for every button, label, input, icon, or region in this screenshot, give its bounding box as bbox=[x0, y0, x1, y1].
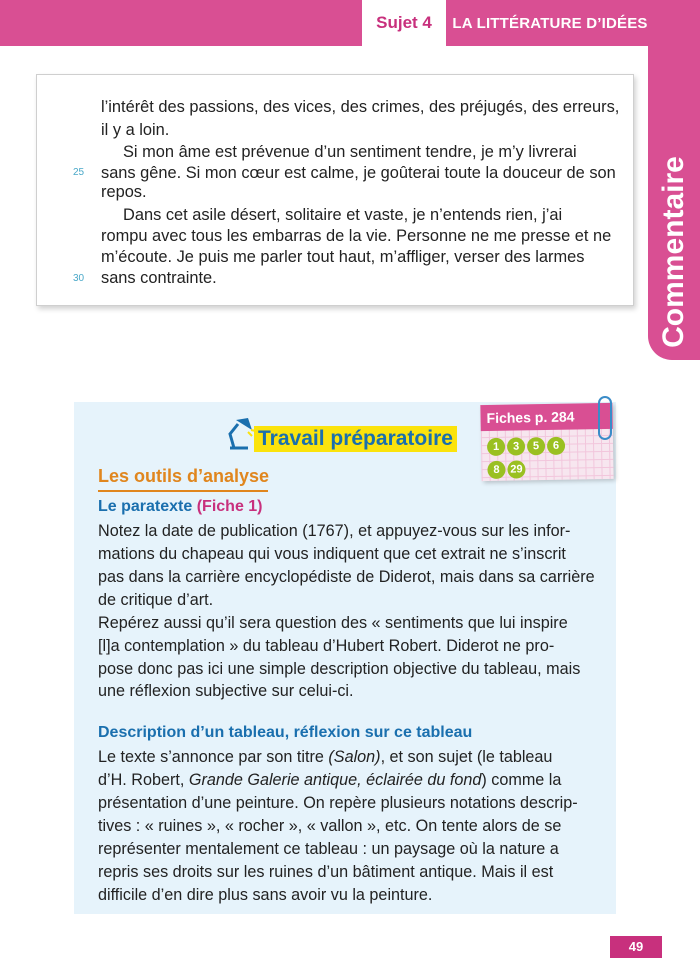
paragraph-line: une réflexion subjective sur celui-ci. bbox=[98, 682, 354, 700]
paragraph-line: pas dans la carrière encyclopédiste de Diderot, mais dans sa carrière bbox=[98, 568, 595, 586]
excerpt-line: rompu avec tous les embarras de la vie. Personne ne me presse et ne bbox=[101, 227, 612, 245]
paragraph-line: Notez la date de publication (1767), et appuyez-vous sur les infor- bbox=[98, 522, 571, 540]
subject-number: Sujet 4 bbox=[362, 0, 446, 46]
text-run: ) comme la bbox=[481, 771, 562, 789]
fiche-badge[interactable]: 3 bbox=[507, 437, 525, 455]
text-run: , et son sujet (le tableau bbox=[380, 748, 553, 766]
page-number: 49 bbox=[610, 936, 662, 958]
excerpt-line: sans gêne. Si mon cœur est calme, je goûterai toute la douceur de son bbox=[101, 164, 616, 182]
paragraph-line: mations du chapeau qui vous indiquent que cet extrait ne s’inscrit bbox=[98, 545, 566, 563]
fiche-badge[interactable]: 29 bbox=[507, 460, 525, 478]
fiches-card[interactable] bbox=[480, 403, 613, 481]
lamp-icon bbox=[226, 416, 256, 450]
fiche-reference: (Fiche 1) bbox=[196, 498, 263, 515]
excerpt-line: repos. bbox=[101, 183, 147, 201]
fiche-badge[interactable]: 8 bbox=[487, 461, 505, 479]
side-tab-label: Commentaire bbox=[657, 156, 690, 348]
fiches-card-title: Fiches p. 284 bbox=[480, 403, 612, 431]
excerpt-line: sans contrainte. bbox=[101, 269, 217, 287]
excerpt-line: Si mon âme est prévenue d’un sentiment tendre, je m’y livrerai bbox=[123, 143, 577, 161]
fiche-numbers bbox=[487, 435, 598, 483]
paragraph-line: Repérez aussi qu’il sera question des « sentiments que lui inspire bbox=[98, 614, 568, 632]
subsection-description: Description d’un tableau, réflexion sur ce tableau bbox=[98, 724, 473, 741]
preparation-title: Travail préparatoire bbox=[254, 426, 457, 452]
line-number: 30 bbox=[73, 273, 85, 284]
paragraph-line bbox=[98, 769, 561, 791]
text-run-italic: Grande Galerie antique, éclairée du fond bbox=[188, 771, 482, 789]
paragraph-line: de critique d’art. bbox=[98, 591, 214, 609]
paragraph-line: présentation d’une peinture. On repère plusieurs notations descrip- bbox=[98, 794, 578, 812]
paragraph-line: tives : « ruines », « rocher », « vallon », etc. On tente alors de se bbox=[98, 817, 562, 835]
excerpt-line: m’écoute. Je puis me parler tout haut, m’affliger, verser des larmes bbox=[101, 248, 585, 266]
subsection-label: Le paratexte bbox=[98, 498, 193, 515]
fiche-badge[interactable]: 5 bbox=[527, 437, 545, 455]
excerpt-line: l’intérêt des passions, des vices, des crimes, des préjugés, des erreurs, bbox=[101, 98, 620, 116]
fiche-badge[interactable]: 6 bbox=[547, 437, 565, 455]
paperclip-icon bbox=[598, 396, 612, 440]
excerpt-line: Dans cet asile désert, solitaire et vaste, je n’entends rien, j’ai bbox=[123, 206, 563, 224]
paragraph-line: difficile d’en dire plus sans avoir vu la peinture. bbox=[98, 886, 433, 904]
line-number: 25 bbox=[73, 167, 85, 178]
text-run: Le texte s’annonce par son titre bbox=[98, 748, 329, 766]
text-excerpt bbox=[36, 74, 634, 306]
fiche-badge[interactable]: 1 bbox=[487, 438, 505, 456]
paragraph-line: représenter mentalement ce tableau : un paysage où la nature a bbox=[98, 840, 559, 858]
header-bar bbox=[0, 0, 362, 46]
section-underline bbox=[98, 490, 268, 492]
paragraph-line: repris ses droits sur les ruines d’un bâtiment antique. Mais il est bbox=[98, 863, 554, 881]
paragraph-line bbox=[98, 746, 552, 768]
section-title: Les outils d’analyse bbox=[98, 466, 270, 486]
paragraph-line: [l]a contemplation » du tableau d’Hubert Robert. Diderot ne pro- bbox=[98, 637, 555, 655]
subsection-paratexte bbox=[98, 498, 263, 516]
text-run-italic: (Salon) bbox=[328, 748, 381, 766]
text-run: d’H. Robert, bbox=[98, 771, 189, 789]
theme-title: LA LITTÉRATURE D’IDÉES bbox=[446, 0, 654, 46]
excerpt-line: il y a loin. bbox=[101, 121, 170, 139]
paragraph-line: pose donc pas ici une simple description objective du tableau, mais bbox=[98, 660, 581, 678]
